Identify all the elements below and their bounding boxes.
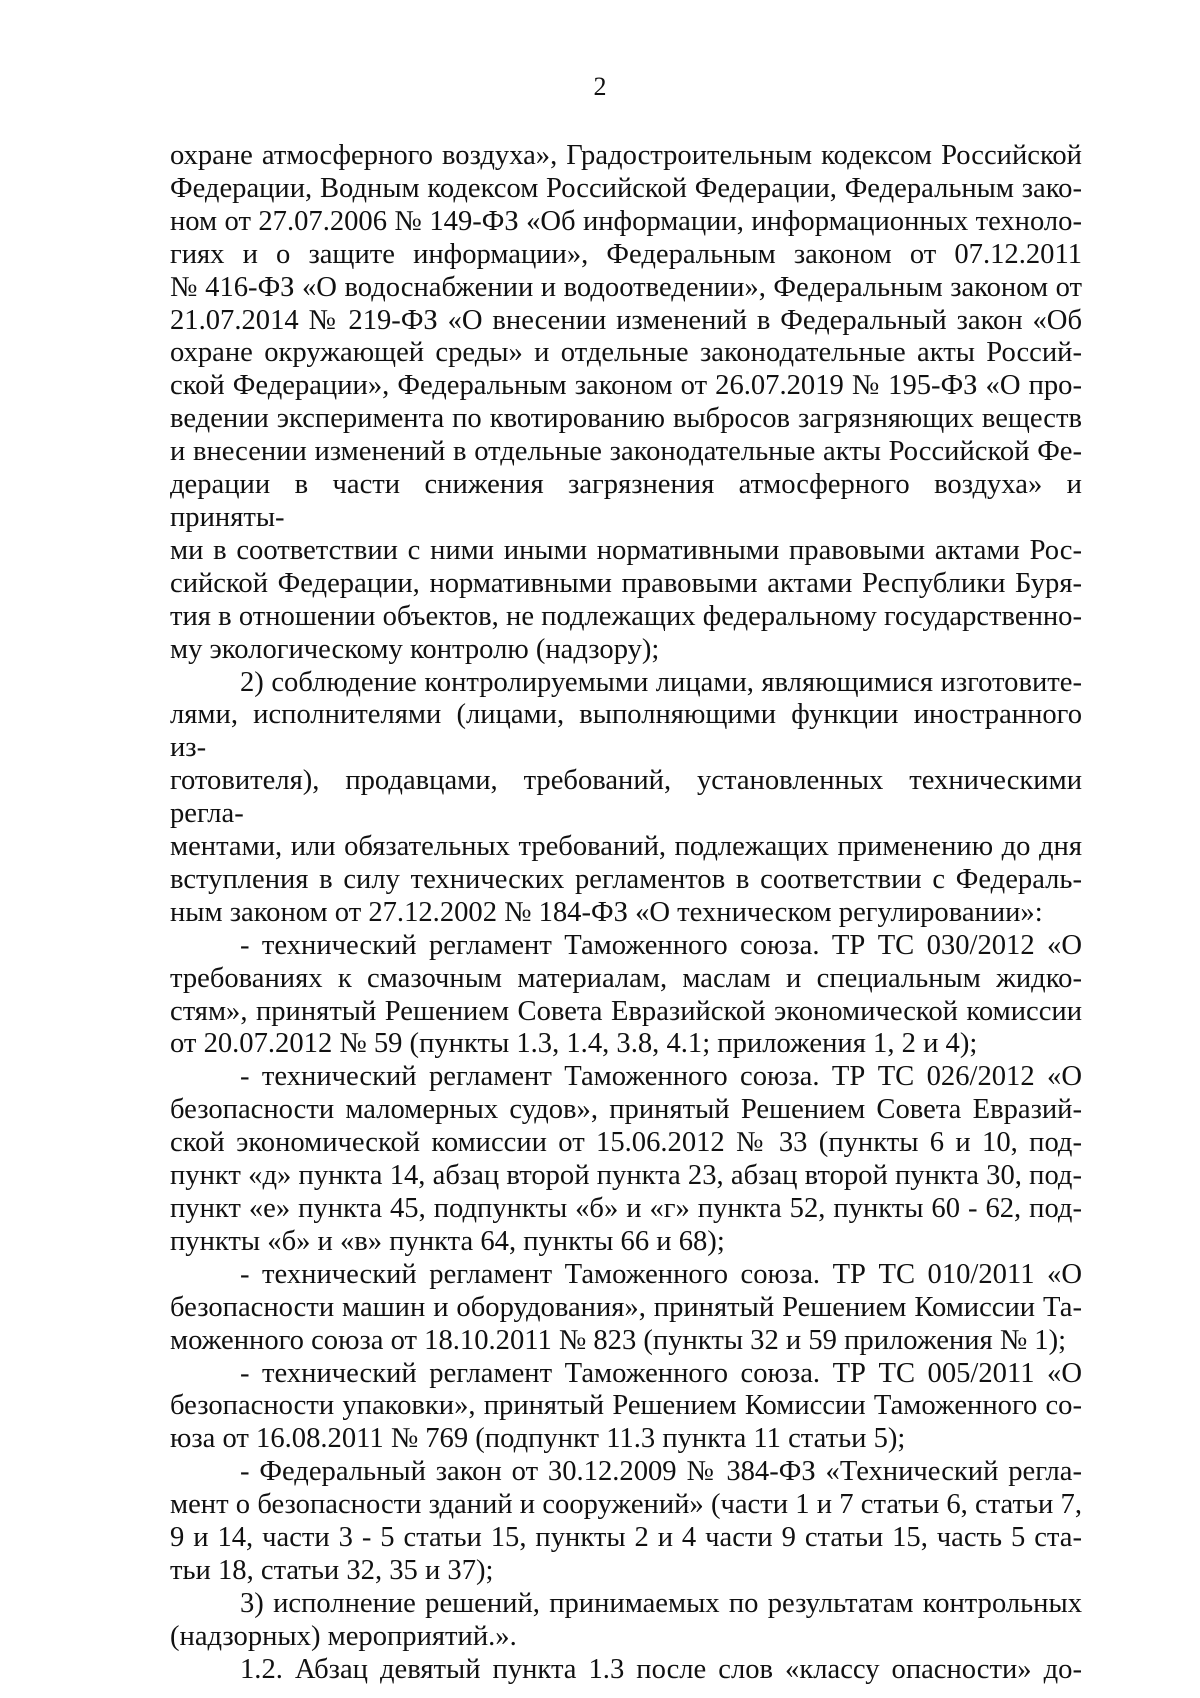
paragraph bbox=[170, 1061, 1082, 1258]
paragraph-line: от 20.07.2012 № 59 (пункты 1.3, 1.4, 3.8, 4.1; приложения 1, 2 и 4); bbox=[170, 1028, 978, 1060]
document-body bbox=[170, 140, 1082, 1687]
paragraph-line: ном от 27.07.2006 № 149-ФЗ «Об информации, информационных техноло- bbox=[170, 205, 1082, 237]
paragraph-line: и внесении изменений в отдельные законодательные акты Российской Фе- bbox=[170, 436, 1082, 468]
paragraph-line: 9 и 14, части 3 - 5 статьи 15, пункты 2 и 4 части 9 статьи 15, часть 5 ста- bbox=[170, 1522, 1082, 1554]
paragraph-line: безопасности маломерных судов», принятый Решением Совета Евразий- bbox=[170, 1094, 1082, 1126]
paragraph-line: охране окружающей среды» и отдельные законодательные акты Россий- bbox=[170, 337, 1082, 369]
paragraph-line: юза от 16.08.2011 № 769 (подпункт 11.3 пункта 11 статьи 5); bbox=[170, 1423, 906, 1455]
paragraph bbox=[170, 1588, 1082, 1654]
page-number: 2 bbox=[593, 72, 607, 101]
paragraph-line: пункт «д» пункта 14, абзац второй пункта 23, абзац второй пункта 30, под- bbox=[170, 1160, 1082, 1192]
paragraph-line: дерации в части снижения загрязнения атмосферного воздуха» и приняты- bbox=[170, 469, 1082, 533]
paragraph-line: № 416-ФЗ «О водоснабжении и водоотведении», Федеральным законом от bbox=[170, 271, 1082, 303]
paragraph-line: му экологическому контролю (надзору); bbox=[170, 633, 660, 665]
paragraph-line: 2) соблюдение контролируемыми лицами, являющимися изготовите- bbox=[240, 666, 1082, 698]
paragraph bbox=[170, 1456, 1082, 1588]
paragraph bbox=[170, 140, 1082, 667]
paragraph bbox=[170, 930, 1082, 1062]
paragraph-line: - технический регламент Таможенного союза. ТР ТС 010/2011 «О bbox=[240, 1258, 1082, 1290]
paragraph-line: безопасности упаковки», принятый Решением Комиссии Таможенного со- bbox=[170, 1390, 1082, 1422]
paragraph-line: ведении эксперимента по квотированию выбросов загрязняющих веществ bbox=[170, 403, 1082, 435]
paragraph bbox=[170, 1654, 1082, 1687]
paragraph-line: - технический регламент Таможенного союза. ТР ТС 030/2012 «О bbox=[240, 929, 1082, 961]
paragraph-line: тьи 18, статьи 32, 35 и 37); bbox=[170, 1554, 494, 1586]
paragraph-line: ми в соответствии с ними иными нормативными правовыми актами Рос- bbox=[170, 534, 1082, 566]
paragraph-line: ской экономической комиссии от 15.06.2012 № 33 (пункты 6 и 10, под- bbox=[170, 1127, 1082, 1159]
paragraph-line: требованиях к смазочным материалам, маслам и специальным жидко- bbox=[170, 962, 1082, 994]
paragraph-line: охране атмосферного воздуха», Градостроительным кодексом Российской bbox=[170, 140, 1082, 171]
paragraph-line: сийской Федерации, нормативными правовыми актами Республики Буря- bbox=[170, 567, 1082, 599]
paragraph-line: гиях и о защите информации», Федеральным законом от 07.12.2011 bbox=[170, 238, 1082, 270]
paragraph-line: моженного союза от 18.10.2011 № 823 (пункты 32 и 59 приложения № 1); bbox=[170, 1324, 1067, 1356]
paragraph-line: - технический регламент Таможенного союза. ТР ТС 026/2012 «О bbox=[240, 1061, 1082, 1093]
paragraph-line: (надзорных) мероприятий.». bbox=[170, 1620, 517, 1652]
paragraph-line: 21.07.2014 № 219-ФЗ «О внесении изменений в Федеральный закон «Об bbox=[170, 304, 1082, 336]
paragraph-line: 3) исполнение решений, принимаемых по результатам контрольных bbox=[240, 1587, 1082, 1619]
paragraph-line: вступления в силу технических регламентов в соответствии с Федераль- bbox=[170, 863, 1082, 895]
paragraph-line: безопасности машин и оборудования», принятый Решением Комиссии Та- bbox=[170, 1291, 1082, 1323]
paragraph-line: ской Федерации», Федеральным законом от 26.07.2019 № 195-ФЗ «О про- bbox=[170, 370, 1082, 402]
paragraph-line: - технический регламент Таможенного союза. ТР ТС 005/2011 «О bbox=[240, 1357, 1082, 1389]
paragraph bbox=[170, 1259, 1082, 1358]
paragraph-line: Федерации, Водным кодексом Российской Федерации, Федеральным зако- bbox=[170, 172, 1082, 204]
paragraph bbox=[170, 667, 1082, 930]
paragraph-line: тия в отношении объектов, не подлежащих федеральному государственно- bbox=[170, 600, 1082, 632]
paragraph-line: готовителя), продавцами, требований, установленных техническими регла- bbox=[170, 765, 1082, 830]
paragraph-line: пункты «б» и «в» пункта 64, пункты 66 и 68); bbox=[170, 1225, 725, 1257]
paragraph bbox=[170, 1358, 1082, 1457]
paragraph-line: ным законом от 27.12.2002 № 184-ФЗ «О техническом регулировании»: bbox=[170, 896, 1043, 928]
paragraph-line: ментами, или обязательных требований, подлежащих применению до дня bbox=[170, 831, 1082, 863]
paragraph-line: стям», принятый Решением Совета Евразийской экономической комиссии bbox=[170, 995, 1082, 1027]
paragraph-line: - Федеральный закон от 30.12.2009 № 384-ФЗ «Технический регла- bbox=[240, 1456, 1082, 1488]
paragraph-line: 1.2. Абзац девятый пункта 1.3 после слов «классу опасности» до- bbox=[240, 1653, 1082, 1685]
paragraph-line: мент о безопасности зданий и сооружений» (части 1 и 7 статьи 6, статьи 7, bbox=[170, 1489, 1082, 1521]
paragraph-line: лями, исполнителями (лицами, выполняющими функции иностранного из- bbox=[170, 699, 1082, 764]
paragraph-line: пункт «е» пункта 45, подпункты «б» и «г» пункта 52, пункты 60 - 62, под- bbox=[170, 1193, 1082, 1224]
